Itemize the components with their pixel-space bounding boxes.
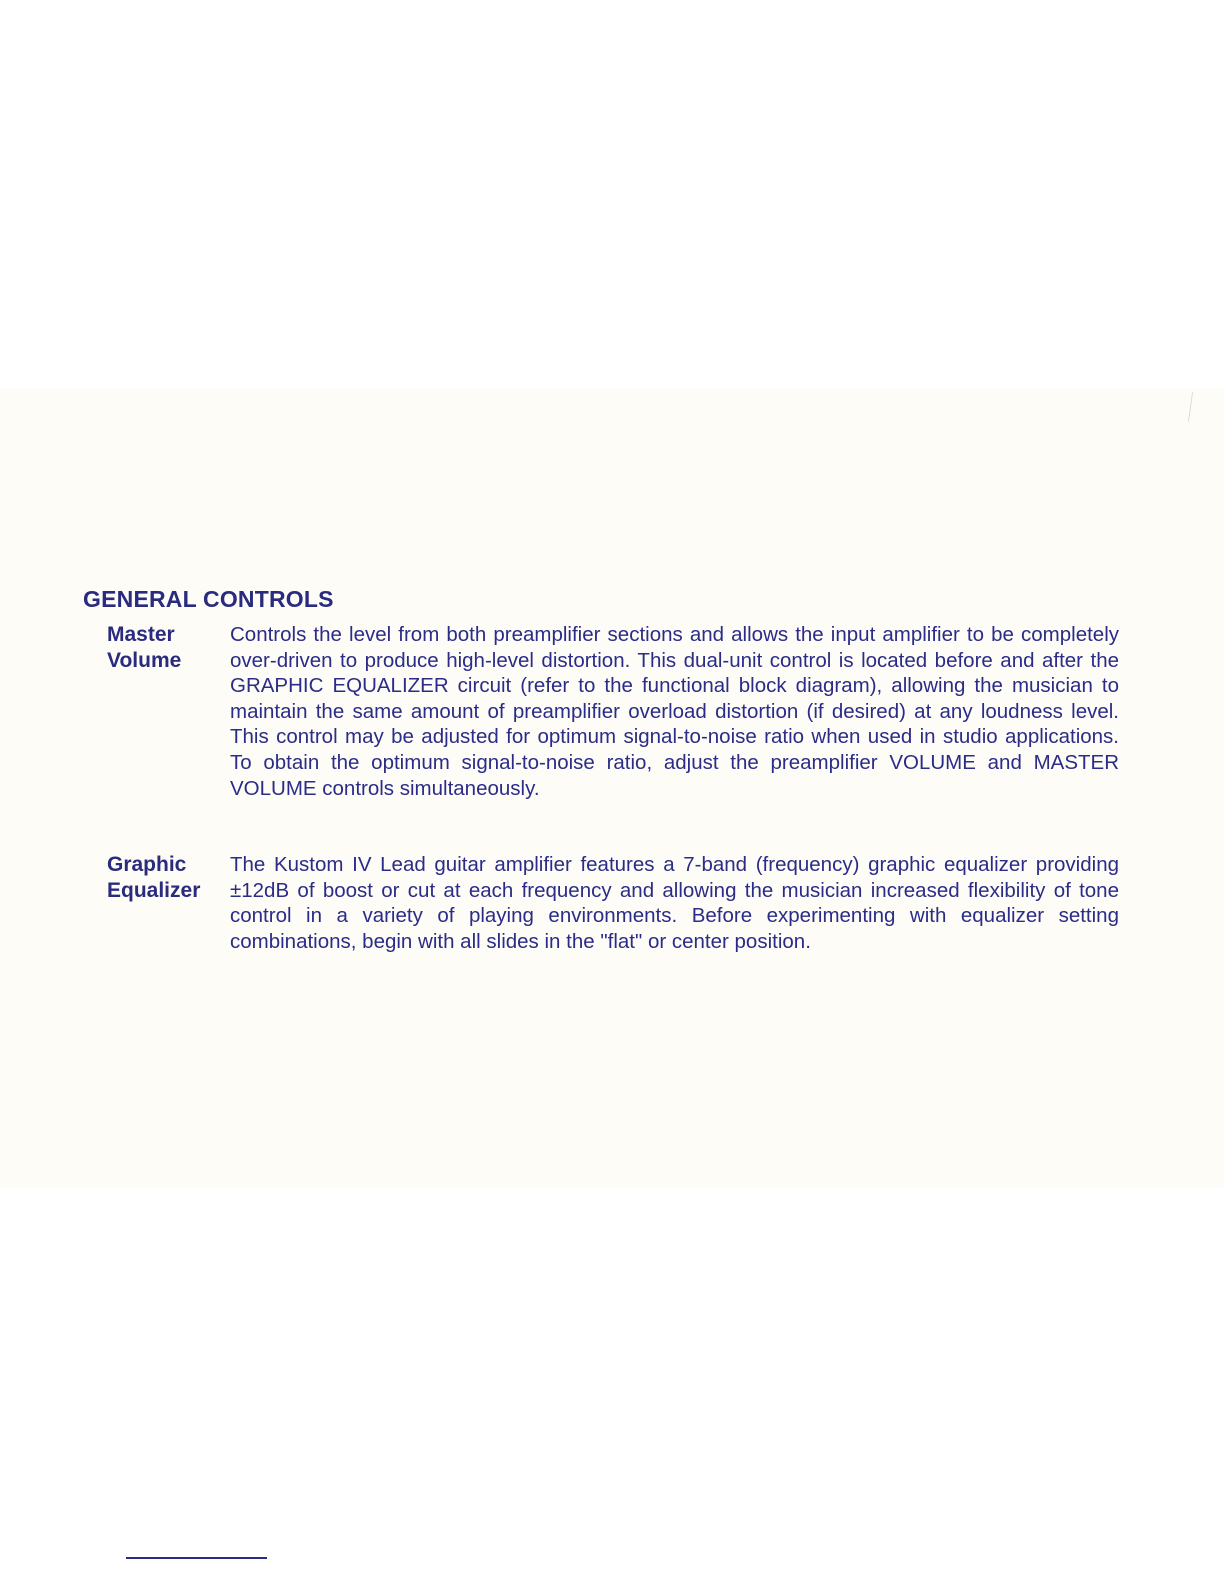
graphic-equalizer-label-line2: Equalizer xyxy=(107,878,201,902)
graphic-equalizer-label-line1: Graphic xyxy=(107,853,187,876)
master-volume-label-line2: Volume xyxy=(107,648,182,672)
graphic-equalizer-label xyxy=(107,852,227,903)
master-volume-label xyxy=(107,622,227,673)
footer-rule xyxy=(126,1557,267,1559)
graphic-equalizer-description: The Kustom IV Lead guitar amplifier features a 7-band (frequency) graphic equalizer providing ±12dB of boost or cut at each frequency and allowing the musician increased flexibility of tone control in a variety of playing environments. Before experimenting with equalizer setting combinations, begin with all slides in the "flat" or center position. xyxy=(230,853,1119,953)
section-heading: GENERAL CONTROLS xyxy=(83,586,334,612)
master-volume-description: Controls the level from both preamplifier sections and allows the input amplifier to be completely over-driven to produce high-level distortion. This dual-unit control is located before and after the GRAPHIC EQUALIZER circuit (refer to the functional block diagram), allowing the musician to maintain the same amount of preamplifier overload distortion (if desired) at any loudness level. This control may be adjusted for optimum signal-to-noise ratio when used in studio applications. To obtain the optimum signal-to-noise ratio, adjust the preamplifier VOLUME and MASTER VOLUME controls simultaneously. xyxy=(230,623,1119,800)
master-volume-label-line1: Master xyxy=(107,623,175,646)
